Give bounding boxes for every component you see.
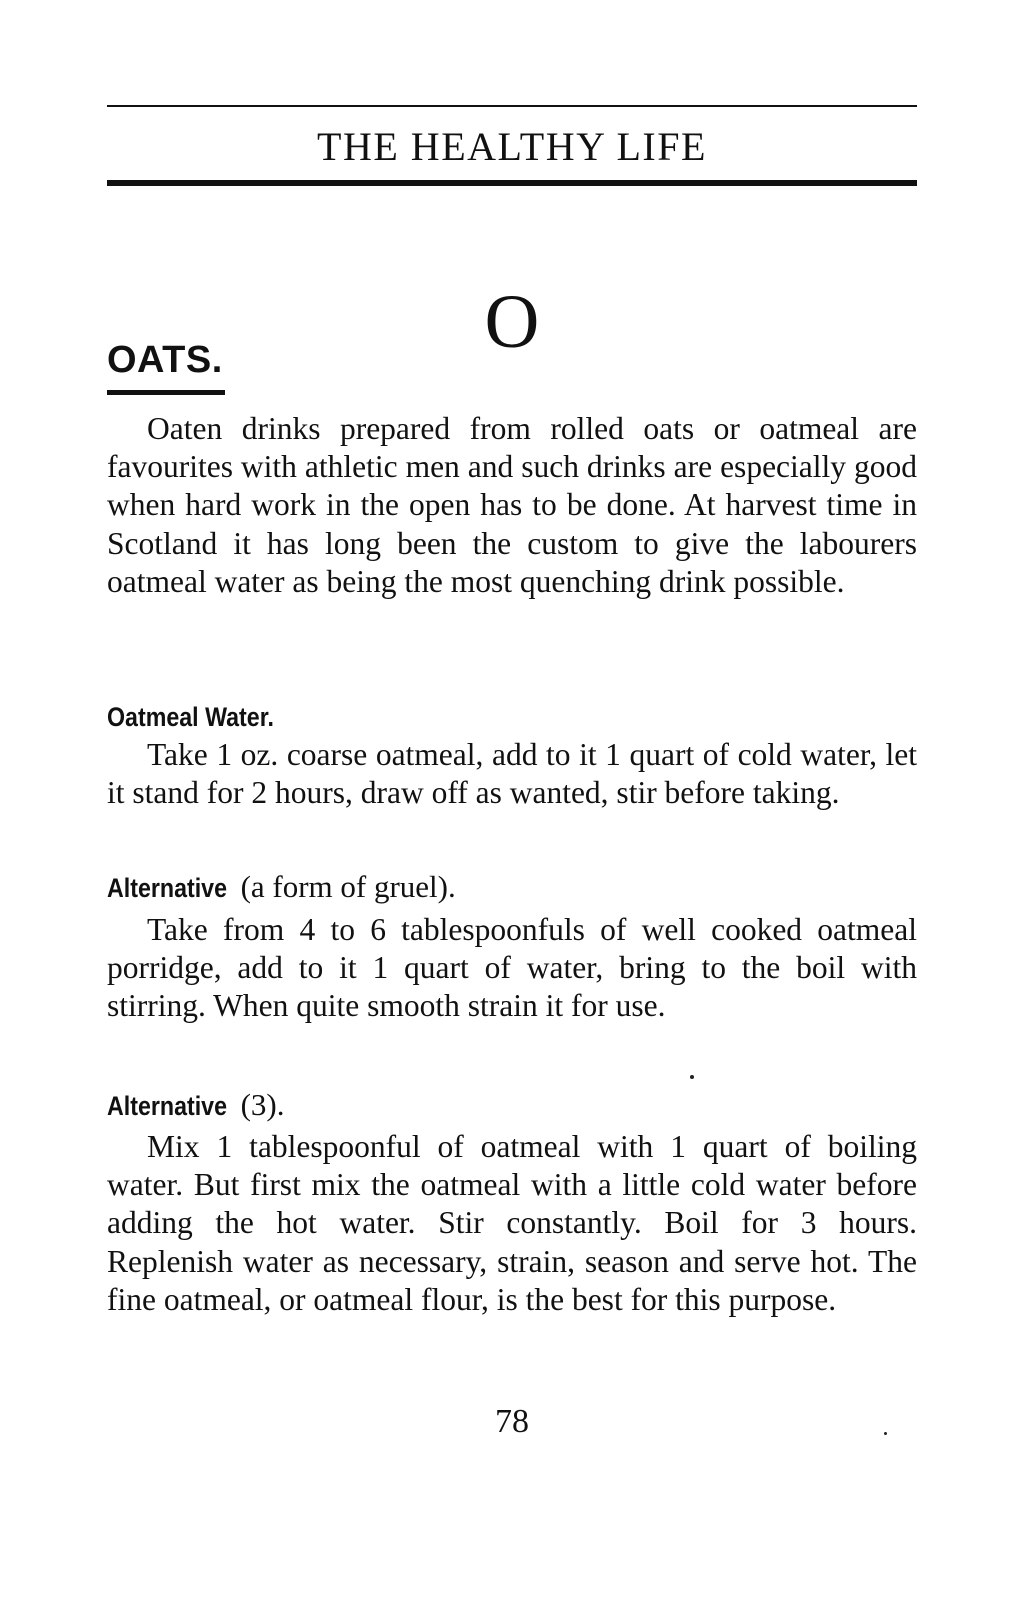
recipe-heading-label: Alternative [107,1091,228,1121]
recipe-heading-label: Alternative [107,873,228,903]
recipe-heading [107,868,456,907]
recipe-heading [107,1086,284,1125]
intro-paragraph: Oaten drinks prepared from rolled oats or oatmeal are favourites with athletic men and such drinks are especially good when hard work in the open has to be done. At harvest time in Scotland it has long been the custom to give the labourers oatmeal water as being the most quenching drink possible. [107,411,917,599]
print-speck [884,1432,887,1435]
recipe-text: Mix 1 tablespoonful of oatmeal with 1 quart of boiling water. But first mix the oatmeal with a little cold water before adding the hot water. Stir constantly. Boil for 3 hours. Replenish water as necessary, strain, season and serve hot. The fine oatmeal, or oatmeal flour, is the best for this purpose. [107,1129,917,1317]
recipe-heading-label: Oatmeal Water. [107,702,274,732]
recipe-heading [107,697,295,736]
entry-title-underline [107,390,225,395]
recipe-text: Take 1 oz. coarse oatmeal, add to it 1 quart of cold water, let it stand for 2 hours, draw off as wanted, stir before taking. [107,737,917,811]
header-bottom-rule [107,180,917,186]
section-letter: O [484,280,540,364]
entry-title: OATS. [107,339,223,381]
running-head: THE HEALTHY LIFE [317,124,707,169]
print-speck [690,1075,694,1079]
recipe-text: Take from 4 to 6 tablespoonfuls of well cooked oatmeal porridge, add to it 1 quart of water, bring to the boil with stirring. When quite smooth strain it for use. [107,912,917,1024]
recipe-heading-note: (a form of gruel). [240,869,456,904]
page-number: 78 [495,1403,529,1440]
recipe-heading-note: (3). [240,1087,285,1122]
header-top-rule [107,105,917,107]
